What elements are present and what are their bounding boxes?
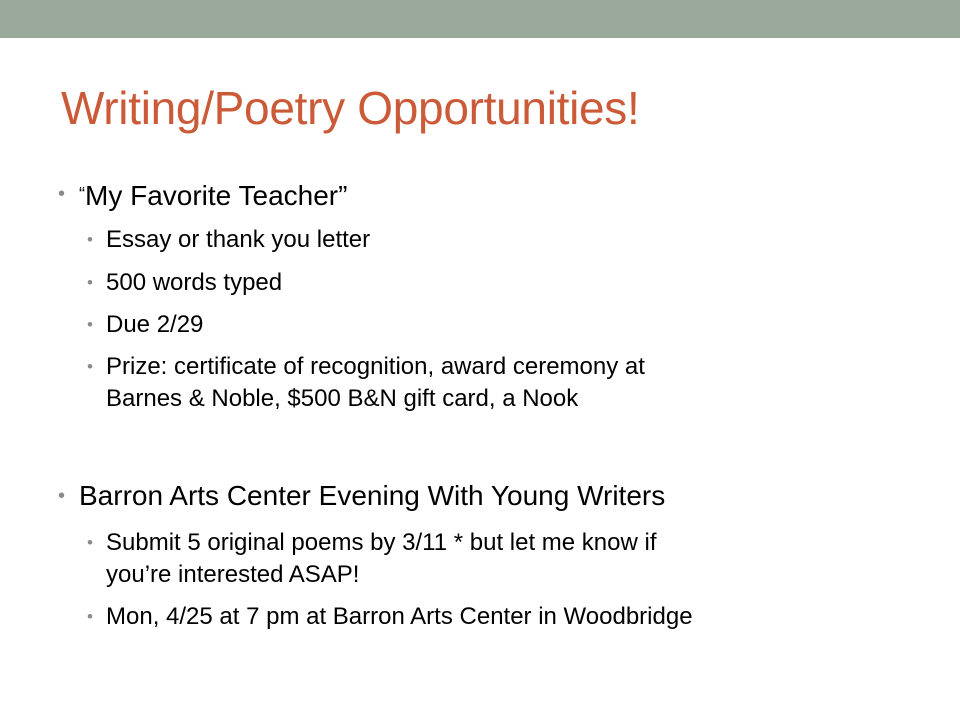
- list-item-text: Mon, 4/25 at 7 pm at Barron Arts Center in Woodbridge: [106, 603, 693, 630]
- list-item: [87, 602, 693, 632]
- list-item-continuation: [106, 560, 359, 590]
- bullet-icon: •: [87, 230, 93, 249]
- list-item-text: Essay or thank you letter: [106, 226, 371, 253]
- list-item-text: you’re interested ASAP!: [106, 561, 360, 588]
- list-item: [87, 268, 283, 298]
- list-item-continuation: [106, 384, 578, 414]
- section-heading-text: My Favorite Teacher”: [85, 180, 348, 211]
- slide-title: Writing/Poetry Opportunities!: [61, 82, 640, 134]
- bullet-icon: •: [58, 183, 66, 205]
- section-heading-favorite-teacher: [58, 178, 348, 212]
- section-heading-text: Barron Arts Center Evening With Young Writers: [79, 480, 666, 511]
- list-item-text: Prize: certificate of recognition, award ceremony at: [106, 353, 645, 380]
- list-item-text: Barnes & Noble, $500 B&N gift card, a Nook: [106, 385, 579, 412]
- list-item: [87, 225, 371, 255]
- list-item-text: Submit 5 original poems by 3/11 * but let me know if: [106, 529, 657, 556]
- bullet-icon: •: [87, 607, 93, 626]
- bullet-icon: •: [87, 273, 93, 292]
- open-quote-mark: “: [79, 184, 85, 204]
- bullet-icon: •: [87, 315, 93, 334]
- list-item-text: Due 2/29: [106, 311, 204, 338]
- list-item: [87, 352, 645, 382]
- list-item-text: 500 words typed: [106, 269, 283, 296]
- list-item: [87, 310, 204, 340]
- section-heading-barron-arts: [58, 480, 666, 512]
- bullet-icon: •: [87, 533, 93, 552]
- bullet-icon: •: [58, 485, 66, 507]
- list-item: [87, 528, 657, 558]
- bullet-icon: •: [87, 357, 93, 376]
